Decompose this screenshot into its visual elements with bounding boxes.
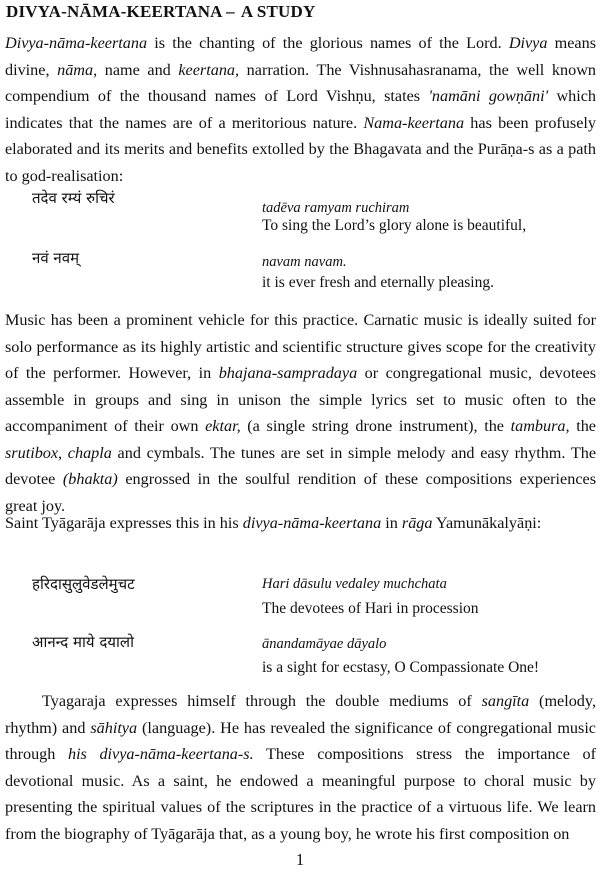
intro-text: narration. The Vishnusahasranama, the well known compendium of the thousand names of Lord Vishṇu, states	[5, 60, 596, 105]
heading-dash: –	[226, 2, 235, 21]
heading-subtitle: A STUDY	[240, 2, 316, 21]
page-heading	[6, 2, 316, 22]
tyagaraja-text: (melody, rhythm) and	[5, 692, 596, 737]
verse-translation: The devotees of Hari in procession	[262, 600, 479, 617]
saint-text: Yamunākalyāṇi:	[432, 514, 542, 532]
saint-text: Saint Tyāgarāja expresses this in his	[5, 514, 243, 532]
page-number: 1	[295, 850, 305, 869]
music-term: chapla	[67, 443, 112, 462]
intro-term: Divya-nāma-keertana	[5, 34, 148, 52]
tyagaraja-text: These compositions stress the importance of devotional music. As a saint, he endowed a meaningful purpose to choral music by presenting the spiritual values of the scriptures in the practice of a virtuous life. We learn from the biography of Tyāgarāja that, as a young boy, he wrote his first composition on	[5, 745, 596, 843]
music-text: Music has been a prominent vehicle for this practice. Carnatic music is ideally suited for solo performance as its highly artistic and scientific structure gives scope for the creativity of the performer. However, in	[5, 311, 596, 382]
verse-transliteration: tadēva ramyam ruchiram	[262, 200, 410, 216]
intro-text: means divine,	[5, 34, 597, 79]
verse-devanagari: तदेव रम्यं रुचिरं	[32, 189, 115, 207]
music-text: and cymbals. The tunes are set in simple melody and easy rhythm. The devotee	[5, 443, 596, 488]
tyagaraja-term: sāhitya	[90, 718, 138, 737]
music-term: bhajana-sampradaya	[218, 364, 358, 382]
saint-term: divya-nāma-keertana	[242, 514, 382, 532]
music-text: the	[569, 417, 596, 435]
saint-term: rāga	[401, 514, 433, 532]
tyagaraja-term: his divya-nāma-keertana-s.	[67, 745, 254, 763]
paragraph-saint	[5, 510, 596, 537]
paragraph-tyagaraja	[5, 688, 596, 847]
paragraph-music	[5, 307, 596, 519]
intro-text: name and	[97, 60, 179, 79]
music-term: ektar,	[205, 417, 241, 435]
intro-text: has been profusely elaborated and its merits and benefits extolled by the Bhagavata and the Purāṇa-s as a path to god-realisation:	[5, 113, 596, 185]
music-term: (bhakta)	[62, 470, 118, 488]
music-text: or congregational music, devotees assemble in groups and sing in unison the simple lyrics set to music often to the accompaniment of their own	[5, 364, 596, 435]
intro-quote: 'namāni gowṇāni'	[428, 87, 549, 105]
music-text: (a single string drone instrument), the	[240, 417, 511, 435]
intro-term: keertana,	[178, 60, 240, 79]
verse-devanagari: नवं नवम्	[32, 249, 80, 267]
music-term: tambura,	[510, 417, 570, 435]
verse-devanagari: आनन्द माये दयालो	[32, 633, 134, 651]
music-term: srutibox,	[5, 443, 63, 462]
verse-transliteration: ānandamāyae dāyalo	[262, 636, 387, 652]
verse-transliteration: Hari dāsulu vedaley muchchata	[262, 576, 447, 592]
music-text: engrossed in the soulful rendition of these compositions experiences great joy.	[5, 470, 596, 515]
paragraph-intro	[5, 30, 596, 189]
verse-transliteration: navam navam.	[262, 254, 347, 270]
intro-term: Nama-keertana	[363, 113, 465, 132]
tyagaraja-term: sangīta	[481, 692, 530, 710]
verse-translation: is a sight for ecstasy, O Compassionate One!	[262, 659, 540, 676]
verse-translation: To sing the Lord’s glory alone is beautiful,	[262, 217, 527, 234]
saint-text: in	[381, 514, 402, 532]
tyagaraja-text: Tyagaraja expresses himself through the double mediums of	[42, 692, 482, 710]
verse-translation: it is ever fresh and eternally pleasing.	[262, 274, 494, 291]
intro-term: nāma,	[57, 60, 98, 79]
intro-text: which indicates that the names are of a meritorious nature.	[5, 87, 597, 132]
verse-devanagari: हरिदासुलुवेडलेमुचट	[32, 575, 135, 593]
heading-title: DIVYA-NĀMA-KEERTANA	[6, 2, 222, 21]
intro-text: is the chanting of the glorious names of the Lord.	[147, 34, 509, 52]
intro-term: Divya	[508, 34, 548, 52]
tyagaraja-text: (language). He has revealed the significance of congregational music through	[5, 718, 596, 763]
